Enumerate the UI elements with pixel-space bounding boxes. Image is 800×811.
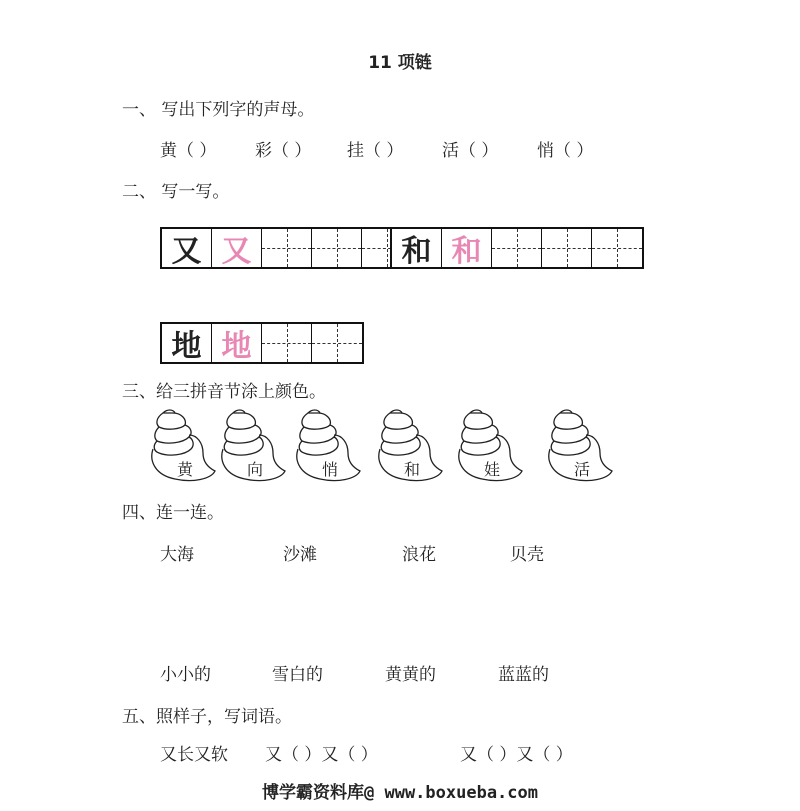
grid-cell bbox=[162, 229, 212, 267]
example-word: 又长又软 bbox=[160, 745, 228, 765]
initial-blank-3[interactable]: 挂（ ） bbox=[347, 141, 404, 161]
grid-cell bbox=[212, 324, 262, 362]
grid-cell bbox=[542, 229, 592, 267]
grid-cell bbox=[262, 229, 312, 267]
grid-cell bbox=[392, 229, 442, 267]
grid-cell bbox=[492, 229, 542, 267]
word-blank-1[interactable]: 又（ ）又（ ） bbox=[265, 745, 378, 765]
grid-cell bbox=[212, 229, 262, 267]
initial-blank-1[interactable]: 黄（ ） bbox=[160, 141, 217, 161]
trace-character: 又 bbox=[212, 229, 261, 267]
section-3-heading: 三、给三拼音节涂上颜色。 bbox=[122, 382, 326, 402]
syllable-character: 黄 bbox=[177, 460, 194, 479]
match-top-1[interactable]: 大海 bbox=[160, 545, 194, 565]
syllable-character: 娃 bbox=[484, 460, 501, 479]
writing-grid-2[interactable] bbox=[390, 227, 644, 269]
initial-blank-4[interactable]: 活（ ） bbox=[442, 141, 499, 161]
match-bottom-3[interactable]: 黄黄的 bbox=[385, 665, 436, 685]
model-character: 又 bbox=[162, 229, 211, 267]
match-top-3[interactable]: 浪花 bbox=[402, 545, 436, 565]
match-top-2[interactable]: 沙滩 bbox=[283, 545, 317, 565]
section-2-heading: 二、 写一写。 bbox=[122, 182, 230, 202]
model-character: 地 bbox=[162, 324, 211, 362]
grid-cell bbox=[442, 229, 492, 267]
conch-shell-1[interactable] bbox=[145, 405, 220, 483]
page-title: 11 项链 bbox=[368, 53, 432, 73]
conch-shell-3[interactable] bbox=[290, 405, 365, 483]
syllable-character: 悄 bbox=[322, 460, 339, 479]
model-character: 和 bbox=[392, 229, 441, 267]
match-bottom-4[interactable]: 蓝蓝的 bbox=[498, 665, 549, 685]
conch-shell-5[interactable] bbox=[452, 405, 527, 483]
initial-blank-2[interactable]: 彩（ ） bbox=[255, 141, 312, 161]
conch-shell-2[interactable] bbox=[215, 405, 290, 483]
match-bottom-1[interactable]: 小小的 bbox=[160, 665, 211, 685]
conch-shell-6[interactable] bbox=[542, 405, 617, 483]
syllable-character: 向 bbox=[247, 460, 264, 479]
section-1-heading: 一、 写出下列字的声母。 bbox=[122, 100, 315, 120]
section-5-heading: 五、照样子，写词语。 bbox=[122, 707, 292, 727]
initial-blank-5[interactable]: 悄（ ） bbox=[537, 141, 594, 161]
grid-cell bbox=[312, 324, 362, 362]
match-top-4[interactable]: 贝壳 bbox=[510, 545, 544, 565]
syllable-character: 活 bbox=[574, 460, 591, 479]
trace-character: 和 bbox=[442, 229, 491, 267]
grid-cell bbox=[262, 324, 312, 362]
word-blank-2[interactable]: 又（ ）又（ ） bbox=[460, 745, 573, 765]
trace-character: 地 bbox=[212, 324, 261, 362]
syllable-character: 和 bbox=[404, 460, 421, 479]
section-4-heading: 四、连一连。 bbox=[122, 503, 224, 523]
writing-grid-1[interactable] bbox=[160, 227, 414, 269]
grid-cell bbox=[162, 324, 212, 362]
grid-cell bbox=[312, 229, 362, 267]
writing-grid-3[interactable] bbox=[160, 322, 364, 364]
grid-cell bbox=[592, 229, 642, 267]
footer-watermark: 博学霸资料库@ www.boxueba.com bbox=[262, 783, 538, 803]
match-bottom-2[interactable]: 雪白的 bbox=[272, 665, 323, 685]
conch-shell-4[interactable] bbox=[372, 405, 447, 483]
